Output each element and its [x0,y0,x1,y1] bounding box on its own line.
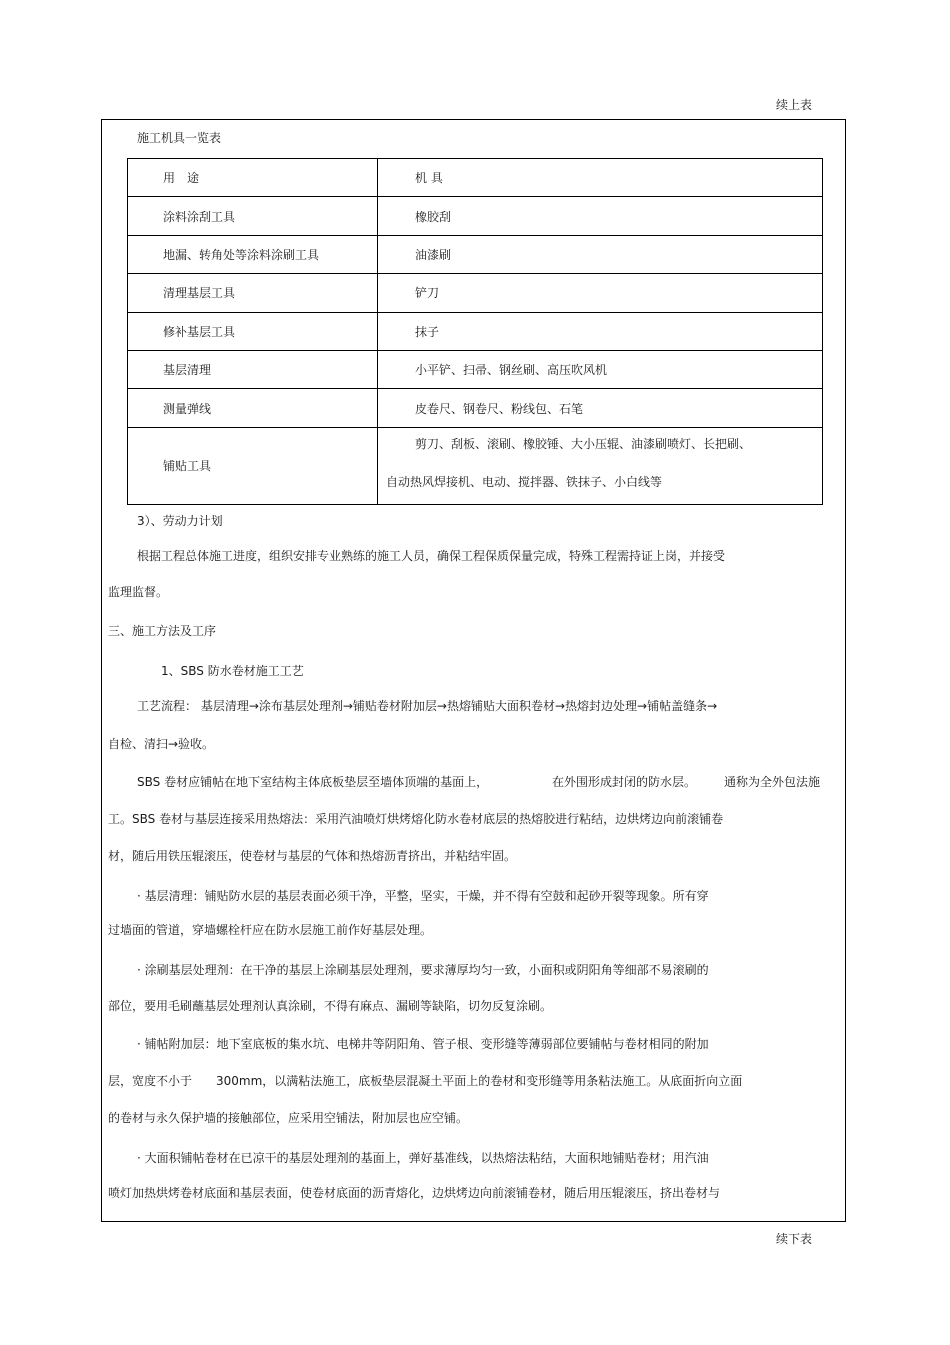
sbs-paragraph-line: 材，随后用铁压辊滚压，使卷材与基层的气体和热熔沥青挤出，并粘结牢固。 [108,849,517,863]
sbs-paragraph-line: 在外围形成封闭的防水层。 [552,775,697,789]
sbs-paragraph-line: SBS 卷材应铺帖在地下室结构主体底板垫层至墙体顶端的基面上， [137,775,489,789]
use-cell: 铺贴工具 [128,427,378,504]
continued-from-previous-label: 续上表 [776,98,813,112]
tool-cell: 抹子 [378,312,823,350]
process-flow-line: 工艺流程： 基层清理→涂布基层处理剂→铺贴卷材附加层→热熔铺贴大面积卷材→热熔封边处理→铺帖盖缝条→ [137,699,718,713]
bullet-primer-cont: 部位，要用毛刷蘸基层处理剂认真涂刷，不得有麻点、漏刷等缺陷，切勿反复涂刷。 [108,999,553,1013]
use-cell: 清理基层工具 [128,274,378,312]
labor-paragraph-line: 监理监督。 [108,585,169,599]
bullet-base-cleaning: · 基层清理：铺贴防水层的基层表面必须干净，平整，坚实，干燥，并不得有空鼓和起砂开裂等现象。所有穿 [137,889,709,903]
labor-paragraph-line: 根据工程总体施工进度，组织安排专业熟练的施工人员，确保工程保质保量完成，特殊工程需持证上岗，并接受 [137,549,726,563]
tools-table-title: 施工机具一览表 [137,131,222,145]
header-cell-tool: 机 具 [378,159,823,197]
tool-cell: 油漆刷 [378,235,823,273]
tool-cell: 橡胶刮 [378,197,823,235]
bullet-primer: · 涂刷基层处理剂：在干净的基层上涂刷基层处理剂，要求薄厚均匀一致，小面积或阴阳角等细部不易滚刷的 [137,963,709,977]
use-cell: 地漏、转角处等涂料涂刷工具 [128,235,378,273]
continued-next-label: 续下表 [776,1232,813,1246]
section-heading: 三、施工方法及工序 [108,624,217,638]
bullet-additional-layer-cont: 的卷材与永久保护墙的接触部位，应采用空铺法，附加层也应空铺。 [108,1111,469,1125]
table-row [128,389,823,427]
use-cell: 基层清理 [128,350,378,388]
tool-cell [378,427,823,504]
labor-plan-heading: 3）、劳动力计划 [137,514,223,528]
tool-cell: 皮卷尺、钢卷尺、粉线包、石笔 [378,389,823,427]
use-cell: 测量弹线 [128,389,378,427]
sbs-paragraph-line: 工。SBS 卷材与基层连接采用热熔法：采用汽油喷灯烘烤熔化防水卷材底层的热熔胶进行粘结，边烘烤边向前滚铺卷 [108,812,724,826]
table-row [128,350,823,388]
tool-cell-line-1: 剪刀、刮板、滚刷、橡胶锤、大小压辊、油漆刷喷灯、长把刷、 [415,436,752,451]
table-header-row [128,159,823,197]
use-cell: 涂料涂刮工具 [128,197,378,235]
bullet-additional-layer-cont: 层，宽度不小于 [108,1074,193,1088]
table-row [128,312,823,350]
table-row [128,274,823,312]
tools-table [127,158,823,505]
process-flow-line: 自检、清扫→验收。 [108,737,215,751]
bullet-large-area-cont: 喷灯加热烘烤卷材底面和基层表面，使卷材底面的沥青熔化，边烘烤边向前滚铺卷材，随后用压辊滚压，挤出卷材与 [108,1186,721,1200]
bullet-large-area: · 大面积铺帖卷材在已凉干的基层处理剂的基面上，弹好基准线，以热熔法粘结，大面积地铺贴卷材；用汽油 [137,1151,709,1165]
bullet-base-cleaning-cont: 过墙面的管道，穿墙螺栓杆应在防水层施工前作好基层处理。 [108,923,433,937]
bullet-additional-layer-cont: 300mm，以满粘法施工，底板垫层混凝土平面上的卷材和变形缝等用条粘法施工。从底面折向立面 [216,1074,743,1088]
subsection-heading: 1、SBS 防水卷材施工工艺 [161,664,304,678]
tool-cell: 铲刀 [378,274,823,312]
table-row [128,427,823,504]
tool-cell: 小平铲、扫帚、钢丝刷、高压吹风机 [378,350,823,388]
header-cell-use: 用 途 [128,159,378,197]
table-row [128,197,823,235]
use-cell: 修补基层工具 [128,312,378,350]
sbs-paragraph-line: 通称为全外包法施 [724,775,821,789]
tool-cell-line-2: 自动热风焊接机、电动、搅拌器、铁抹子、小白线等 [386,474,663,489]
table-row [128,235,823,273]
bullet-additional-layer: · 铺帖附加层：地下室底板的集水坑、电梯井等阴阳角、管子根、变形缝等薄弱部位要铺帖与卷材相同的附加 [137,1037,709,1051]
